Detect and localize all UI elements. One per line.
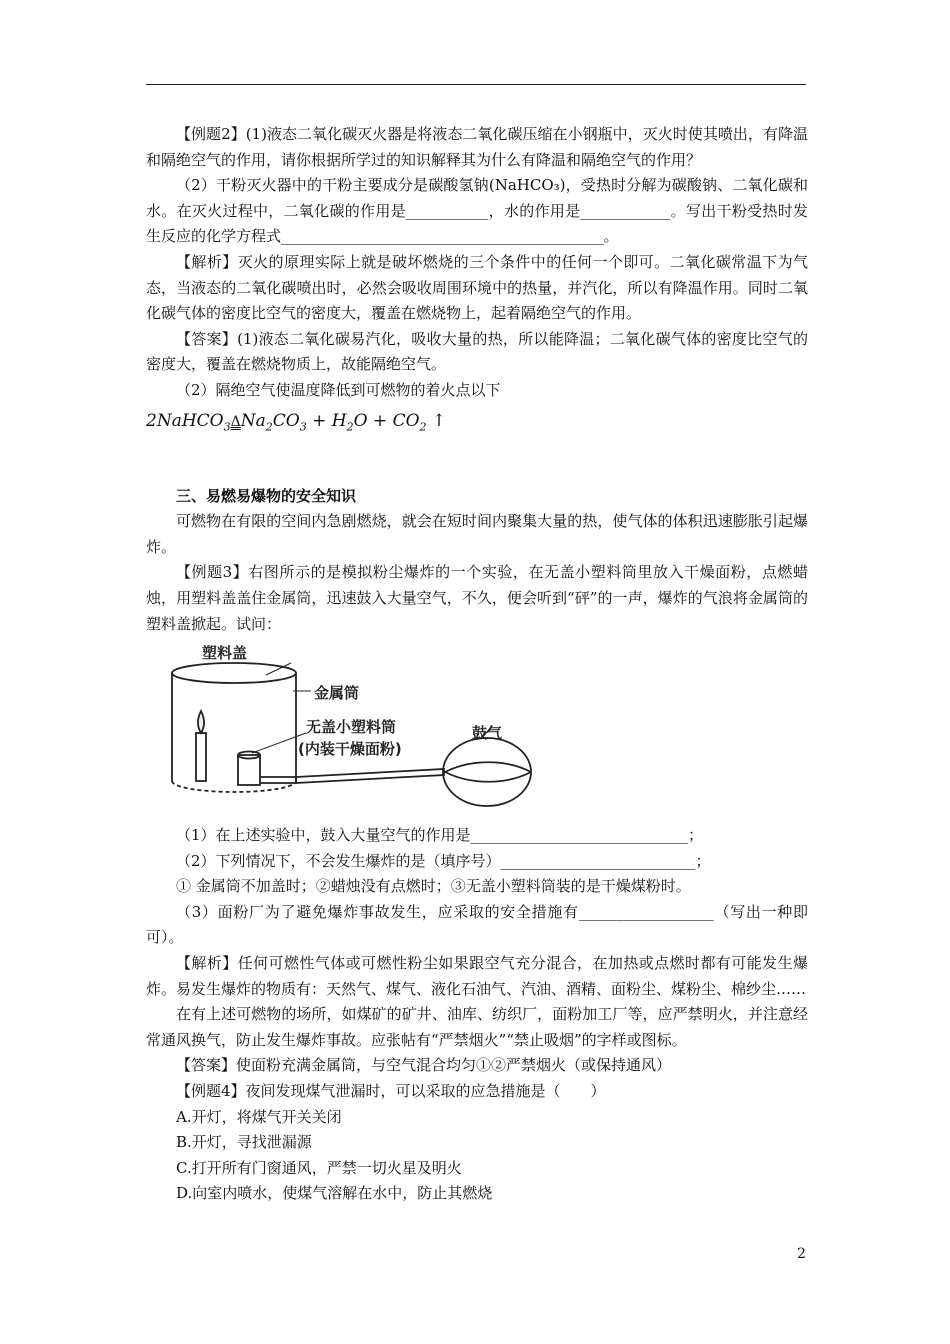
delta-condition: Δ xyxy=(230,413,241,430)
document-body xyxy=(146,122,808,1207)
section3-intro: 可燃物在有限的空间内急剧燃烧，就会在短时间内聚集大量的热，使气体的体积迅速膨胀引起爆炸。 xyxy=(146,512,808,556)
example3-analysis: 【解析】任何可燃性气体或可燃性粉尘如果跟空气充分混合，在加热或点燃时都有可能发生爆炸。易发生爆炸的物质有：天然气、煤气、液化石油气、汽油、酒精、面粉尘、煤粉尘、棉纱尘…… xyxy=(146,954,808,998)
example2-question1: 【例题2】(1)液态二氧化碳灭火器是将液态二氧化碳压缩在小钢瓶中，灭火时使其喷出，有降温和隔绝空气的作用，请你根据所学过的知识解释其为什么有降温和隔绝空气的作用？ xyxy=(146,125,808,169)
eq-part: 2NaHCO xyxy=(146,410,224,431)
page-number: 2 xyxy=(797,1246,806,1262)
gas-arrow: ↑ xyxy=(426,410,447,431)
eq-part: + H xyxy=(306,410,347,431)
dust-explosion-figure xyxy=(146,641,566,817)
example3-q2: （2）下列情况下，不会发生爆炸的是（填序号）__________________________； xyxy=(176,851,711,870)
example4-question: 【例题4】夜间发现煤气泄漏时，可以采取的应急措施是（ ） xyxy=(176,1082,606,1101)
example3-paragraph: 在有上述可燃物的场所，如煤矿的矿井、油库、纺织厂，面粉加工厂等，应严禁明火，并注意经常通风换气，防止发生爆炸事故。应张帖有“严禁烟火”“禁止吸烟”的字样或图标。 xyxy=(146,1005,808,1049)
eq-part: O + CO xyxy=(353,410,420,431)
example4-option-b: B.开灯，寻找泄漏源 xyxy=(176,1133,312,1152)
label-air-bellows: 鼓气 xyxy=(472,724,503,743)
eq-sub: 2 xyxy=(419,419,427,433)
section3-heading: 三、易燃易爆物的安全知识 xyxy=(176,486,357,505)
label-small-cup: 无盖小塑料筒 xyxy=(306,718,397,737)
example3-q1: （1）在上述实验中，鼓入大量空气的作用是_____________________________； xyxy=(176,826,704,845)
eq-part: CO xyxy=(272,410,300,431)
example3-options: ① 金属筒不加盖时；②蜡烛没有点燃时；③无盖小塑料筒装的是干燥煤粉时。 xyxy=(176,877,691,896)
example2-question2: （2）干粉灭火器中的干粉主要成分是碳酸氢钠(NaHCO₃)，受热时分解为碳酸钠、二氧化碳和水。在灭火过程中，二氧化碳的作用是___________，水的作用是____________。写出干粉受热时发生反应的化学方程式___________________________________________。 xyxy=(146,176,808,246)
example3-question: 【例题3】右图所示的是模拟粉尘爆炸的一个实验，在无盖小塑料筒里放入干燥面粉，点燃蜡烛，用塑料盖盖住金属筒，迅速鼓入大量空气，不久，便会听到“砰”的一声，爆炸的气浪将金属筒的塑料盖掀起。试问： xyxy=(146,563,808,633)
example3-q3: （3）面粉厂为了避免爆炸事故发生，应采取的安全措施有__________________（写出一种即可）。 xyxy=(146,902,808,947)
label-cup-contents: (内装干燥面粉) xyxy=(298,740,402,759)
example4-option-d: D.向室内喷水，使煤气溶解在水中，防止其燃烧 xyxy=(176,1184,493,1203)
label-plastic-lid: 塑料盖 xyxy=(202,644,248,663)
eq-sub: 2 xyxy=(346,419,354,433)
chemical-equation xyxy=(146,404,808,438)
header-rule xyxy=(146,84,806,85)
example2-answer2: （2）隔绝空气使温度降低到可燃物的着火点以下 xyxy=(176,380,501,399)
eq-part: Na xyxy=(240,410,266,431)
example4-option-a: A.开灯，将煤气开关关闭 xyxy=(176,1107,342,1126)
eq-sub: 3 xyxy=(223,419,231,433)
eq-sub: 2 xyxy=(265,419,273,433)
example4-option-c: C.打开所有门窗通风，严禁一切火星及明火 xyxy=(176,1158,462,1177)
example2-analysis: 【解析】灭火的原理实际上就是破坏燃烧的三个条件中的任何一个即可。二氧化碳常温下为气态，当液态的二氧化碳喷出时，必然会吸收周围环境中的热量，并汽化，所以有降温作用。同时二氧化碳气体的密度比空气的密度大，覆盖在燃烧物上，起着隔绝空气的作用。 xyxy=(146,252,808,323)
eq-sub: 3 xyxy=(299,419,307,433)
example3-answer: 【答案】使面粉充满金属筒，与空气混合均匀①②严禁烟火（或保持通风） xyxy=(176,1056,672,1075)
label-metal-can: 金属筒 xyxy=(314,684,360,703)
example2-answer1: 【答案】(1)液态二氧化碳易汽化，吸收大量的热，所以能降温；二氧化碳气体的密度比空气的密度大，覆盖在燃烧物质上，故能隔绝空气。 xyxy=(146,329,808,374)
